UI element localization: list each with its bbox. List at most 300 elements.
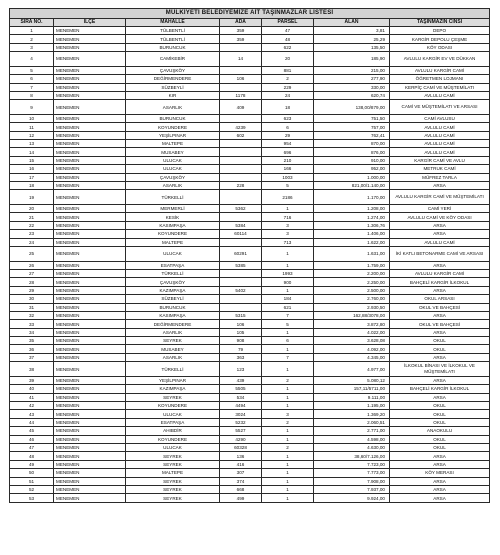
cell-sira-no: 34 bbox=[10, 328, 54, 336]
cell-alan: 2.771,00 bbox=[314, 427, 390, 435]
cell-alan: 9.924,00 bbox=[314, 494, 390, 502]
cell-tasinmaz-cinsi: ARSA bbox=[390, 376, 490, 384]
cell-mahalle: ESATPAŞA bbox=[126, 418, 220, 426]
table-row bbox=[10, 362, 490, 377]
cell-ada: 602 bbox=[220, 131, 262, 139]
cell-ada: 123 bbox=[220, 362, 262, 377]
cell-parsel: 7 bbox=[262, 311, 314, 319]
cell-ada: 668 bbox=[220, 485, 262, 493]
cell-alan: 1.000,00 bbox=[314, 173, 390, 181]
cell-tasinmaz-cinsi: AVLULU KARGİR EV VE DÜKKAN bbox=[390, 52, 490, 67]
table-row bbox=[10, 190, 490, 205]
cell-parsel: 47 bbox=[262, 27, 314, 35]
cell-tasinmaz-cinsi: AVLULU CAMİ bbox=[390, 123, 490, 131]
cell-ada: 4239 bbox=[220, 123, 262, 131]
table-row bbox=[10, 295, 490, 303]
table-row bbox=[10, 278, 490, 286]
cell-parsel: 1 bbox=[262, 393, 314, 401]
cell-parsel: 1 bbox=[262, 402, 314, 410]
cell-sira-no: 24 bbox=[10, 238, 54, 246]
cell-tasinmaz-cinsi: OKUL bbox=[390, 337, 490, 345]
cell-sira-no: 14 bbox=[10, 148, 54, 156]
cell-alan: 138,00/879,00 bbox=[314, 100, 390, 115]
cell-mahalle: AHIBDİR bbox=[126, 427, 220, 435]
table-row bbox=[10, 27, 490, 35]
cell-ilce: MENEMEN bbox=[54, 246, 126, 261]
cell-parsel: 2186 bbox=[262, 190, 314, 205]
cell-ilce: MENEMEN bbox=[54, 238, 126, 246]
cell-ilce: MENEMEN bbox=[54, 190, 126, 205]
cell-alan: 2.060,51 bbox=[314, 418, 390, 426]
cell-mahalle: SÜZBEYLİ bbox=[126, 83, 220, 91]
cell-sira-no: 38 bbox=[10, 362, 54, 377]
table-title: MÜLKİYETİ BELEDİYEMİZE AİT TAŞINMAZLAR LİSTESİ bbox=[10, 9, 490, 19]
cell-ilce: MENEMEN bbox=[54, 123, 126, 131]
cell-mahalle: CAMİKEBİR bbox=[126, 52, 220, 67]
cell-tasinmaz-cinsi: ANAOKULU bbox=[390, 427, 490, 435]
cell-mahalle: KASIMPAŞA bbox=[126, 221, 220, 229]
cell-mahalle: ULUCAK bbox=[126, 165, 220, 173]
cell-mahalle: ULUCAK bbox=[126, 410, 220, 418]
cell-parsel: 696 bbox=[262, 148, 314, 156]
cell-tasinmaz-cinsi: BAHÇELİ KARGİR İLKOKUL bbox=[390, 278, 490, 286]
cell-parsel: 1 bbox=[262, 452, 314, 460]
cell-ilce: MENEMEN bbox=[54, 410, 126, 418]
cell-tasinmaz-cinsi: AVLULU KARGİR CAMİ bbox=[390, 269, 490, 277]
cell-alan: 870,00 bbox=[314, 140, 390, 148]
cell-ada bbox=[220, 213, 262, 221]
cell-sira-no: 31 bbox=[10, 303, 54, 311]
cell-parsel: 1 bbox=[262, 494, 314, 502]
cell-sira-no: 21 bbox=[10, 213, 54, 221]
cell-alan: 215,00 bbox=[314, 66, 390, 74]
cell-mahalle: MUSABEY bbox=[126, 148, 220, 156]
cell-tasinmaz-cinsi: ARSA bbox=[390, 393, 490, 401]
cell-mahalle: ASARLIK bbox=[126, 182, 220, 190]
cell-ilce: MENEMEN bbox=[54, 278, 126, 286]
cell-ilce: MENEMEN bbox=[54, 376, 126, 384]
cell-tasinmaz-cinsi: ARSA bbox=[390, 460, 490, 468]
cell-ilce: MENEMEN bbox=[54, 435, 126, 443]
cell-sira-no: 28 bbox=[10, 278, 54, 286]
cell-parsel: 2 bbox=[262, 75, 314, 83]
table-row bbox=[10, 353, 490, 361]
cell-parsel: 954 bbox=[262, 140, 314, 148]
cell-ada: 136 bbox=[220, 452, 262, 460]
cell-sira-no: 18 bbox=[10, 182, 54, 190]
cell-ilce: MENEMEN bbox=[54, 52, 126, 67]
cell-alan: 9.111,00 bbox=[314, 393, 390, 401]
cell-ada: 307 bbox=[220, 469, 262, 477]
table-row bbox=[10, 148, 490, 156]
cell-alan: 2.200,00 bbox=[314, 269, 390, 277]
table-row bbox=[10, 75, 490, 83]
cell-tasinmaz-cinsi: ARSA bbox=[390, 182, 490, 190]
cell-parsel: 1 bbox=[262, 328, 314, 336]
cell-tasinmaz-cinsi: KARGİR CAMİ VE AVLU bbox=[390, 156, 490, 164]
cell-ada: 106 bbox=[220, 320, 262, 328]
table-row bbox=[10, 83, 490, 91]
table-row bbox=[10, 205, 490, 213]
cell-tasinmaz-cinsi: ARSA bbox=[390, 311, 490, 319]
cell-alan: 1.195,00 bbox=[314, 402, 390, 410]
cell-mahalle: ÇAVUŞKÖY bbox=[126, 66, 220, 74]
cell-tasinmaz-cinsi: METRUK CAMİ bbox=[390, 165, 490, 173]
cell-tasinmaz-cinsi: KERPİÇ CAMİ VE MÜŞTEMİLATI bbox=[390, 83, 490, 91]
cell-ada bbox=[220, 173, 262, 181]
table-row bbox=[10, 230, 490, 238]
cell-tasinmaz-cinsi: ARSA bbox=[390, 328, 490, 336]
cell-ilce: MENEMEN bbox=[54, 353, 126, 361]
cell-sira-no: 16 bbox=[10, 165, 54, 173]
header-ilce: İLÇE bbox=[54, 19, 126, 27]
cell-sira-no: 4 bbox=[10, 52, 54, 67]
cell-mahalle: YEŞİLPINAR bbox=[126, 376, 220, 384]
cell-parsel: 622 bbox=[262, 43, 314, 51]
cell-tasinmaz-cinsi: CAMİ AVLUSU bbox=[390, 114, 490, 122]
cell-alan: 162,88/3078,00 bbox=[314, 311, 390, 319]
cell-sira-no: 43 bbox=[10, 410, 54, 418]
cell-sira-no: 36 bbox=[10, 345, 54, 353]
cell-mahalle: BURUNCUK bbox=[126, 43, 220, 51]
cell-sira-no: 8 bbox=[10, 91, 54, 99]
cell-ilce: MENEMEN bbox=[54, 477, 126, 485]
cell-ilce: MENEMEN bbox=[54, 320, 126, 328]
cell-ilce: MENEMEN bbox=[54, 286, 126, 294]
cell-alan: 7.773,00 bbox=[314, 469, 390, 477]
cell-tasinmaz-cinsi: İLKOKUL BİNASI VE İLKOKUL VE MÜŞTEMİLATI bbox=[390, 362, 490, 377]
cell-sira-no: 44 bbox=[10, 418, 54, 426]
cell-sira-no: 3 bbox=[10, 43, 54, 51]
cell-mahalle: KOYUNDERE bbox=[126, 435, 220, 443]
cell-parsel: 1993 bbox=[262, 269, 314, 277]
cell-tasinmaz-cinsi: OKUL bbox=[390, 402, 490, 410]
table-row bbox=[10, 460, 490, 468]
cell-alan: 5.080,12 bbox=[314, 376, 390, 384]
cell-tasinmaz-cinsi: OKUL bbox=[390, 435, 490, 443]
cell-parsel: 1 bbox=[262, 345, 314, 353]
table-row bbox=[10, 311, 490, 319]
cell-ada: 105 bbox=[220, 328, 262, 336]
table-row bbox=[10, 238, 490, 246]
cell-alan: 1.369,20 bbox=[314, 410, 390, 418]
cell-alan: 4.598,00 bbox=[314, 435, 390, 443]
cell-alan: 757,00 bbox=[314, 123, 390, 131]
cell-sira-no: 49 bbox=[10, 460, 54, 468]
header-row bbox=[10, 19, 490, 27]
table-row bbox=[10, 427, 490, 435]
cell-mahalle: MALTEPE bbox=[126, 469, 220, 477]
cell-sira-no: 5 bbox=[10, 66, 54, 74]
cell-tasinmaz-cinsi: KÖY MERASI bbox=[390, 469, 490, 477]
cell-parsel: 1003 bbox=[262, 173, 314, 181]
cell-sira-no: 17 bbox=[10, 173, 54, 181]
cell-tasinmaz-cinsi: ARSA bbox=[390, 494, 490, 502]
cell-ilce: MENEMEN bbox=[54, 131, 126, 139]
cell-sira-no: 35 bbox=[10, 337, 54, 345]
cell-ilce: MENEMEN bbox=[54, 100, 126, 115]
cell-tasinmaz-cinsi: MÜFREZ TARLA bbox=[390, 173, 490, 181]
cell-alan: 1.759,00 bbox=[314, 261, 390, 269]
cell-sira-no: 20 bbox=[10, 205, 54, 213]
cell-ilce: MENEMEN bbox=[54, 303, 126, 311]
cell-parsel: 713 bbox=[262, 238, 314, 246]
cell-alan: 1.631,00 bbox=[314, 246, 390, 261]
cell-sira-no: 32 bbox=[10, 311, 54, 319]
table-row bbox=[10, 443, 490, 451]
cell-ada: 409 bbox=[220, 100, 262, 115]
cell-parsel: 1 bbox=[262, 477, 314, 485]
cell-sira-no: 29 bbox=[10, 286, 54, 294]
cell-alan: 910,00 bbox=[314, 156, 390, 164]
cell-sira-no: 50 bbox=[10, 469, 54, 477]
cell-parsel: 1 bbox=[262, 205, 314, 213]
cell-ada bbox=[220, 66, 262, 74]
cell-sira-no: 13 bbox=[10, 140, 54, 148]
cell-ilce: MENEMEN bbox=[54, 362, 126, 377]
table-row bbox=[10, 66, 490, 74]
cell-sira-no: 22 bbox=[10, 221, 54, 229]
cell-ada: 5505 bbox=[220, 385, 262, 393]
table-row bbox=[10, 393, 490, 401]
cell-sira-no: 12 bbox=[10, 131, 54, 139]
cell-alan: 1.274,00 bbox=[314, 213, 390, 221]
cell-alan: 4.345,00 bbox=[314, 353, 390, 361]
cell-alan: 876,00 bbox=[314, 148, 390, 156]
cell-mahalle: DEĞİRMENDERE bbox=[126, 75, 220, 83]
cell-alan: 25,29 bbox=[314, 35, 390, 43]
cell-ilce: MENEMEN bbox=[54, 213, 126, 221]
cell-tasinmaz-cinsi: ÖĞRETMEN LOJMANI bbox=[390, 75, 490, 83]
cell-ada bbox=[220, 278, 262, 286]
cell-ada: 4494 bbox=[220, 402, 262, 410]
cell-sira-no: 7 bbox=[10, 83, 54, 91]
cell-ilce: MENEMEN bbox=[54, 269, 126, 277]
cell-ada: 5362 bbox=[220, 205, 262, 213]
property-table bbox=[9, 8, 490, 503]
cell-ilce: MENEMEN bbox=[54, 418, 126, 426]
cell-sira-no: 27 bbox=[10, 269, 54, 277]
cell-mahalle: ÇAVUŞKÖY bbox=[126, 278, 220, 286]
cell-parsel: 1 bbox=[262, 261, 314, 269]
cell-ilce: MENEMEN bbox=[54, 91, 126, 99]
table-body bbox=[10, 27, 490, 503]
cell-ada bbox=[220, 140, 262, 148]
table-row bbox=[10, 261, 490, 269]
cell-sira-no: 26 bbox=[10, 261, 54, 269]
cell-tasinmaz-cinsi: OKUL bbox=[390, 443, 490, 451]
table-row bbox=[10, 213, 490, 221]
cell-tasinmaz-cinsi: CAMİ YERİ bbox=[390, 205, 490, 213]
cell-alan: 751,50 bbox=[314, 114, 390, 122]
cell-tasinmaz-cinsi: DEPO bbox=[390, 27, 490, 35]
cell-parsel: 18 bbox=[262, 100, 314, 115]
cell-ada: 60328 bbox=[220, 443, 262, 451]
cell-sira-no: 9 bbox=[10, 100, 54, 115]
cell-mahalle: ASARLIK bbox=[126, 100, 220, 115]
cell-ilce: MENEMEN bbox=[54, 35, 126, 43]
cell-ada: 534 bbox=[220, 393, 262, 401]
cell-ada: 60291 bbox=[220, 246, 262, 261]
table-row bbox=[10, 477, 490, 485]
cell-mahalle: KOYUNDERE bbox=[126, 402, 220, 410]
cell-ada: 5385 bbox=[220, 261, 262, 269]
cell-tasinmaz-cinsi: OKUL VE BAHÇESİ bbox=[390, 320, 490, 328]
cell-ilce: MENEMEN bbox=[54, 205, 126, 213]
cell-mahalle: MUSABEY bbox=[126, 345, 220, 353]
table-row bbox=[10, 182, 490, 190]
cell-parsel: 5 bbox=[262, 182, 314, 190]
cell-parsel: 184 bbox=[262, 295, 314, 303]
table-row bbox=[10, 337, 490, 345]
cell-mahalle: MERMERLİ bbox=[126, 205, 220, 213]
table-row bbox=[10, 485, 490, 493]
table-row bbox=[10, 165, 490, 173]
cell-ada bbox=[220, 43, 262, 51]
cell-ada: 5315 bbox=[220, 311, 262, 319]
cell-tasinmaz-cinsi: AVLULU CAMİ bbox=[390, 131, 490, 139]
cell-mahalle: SEYREK bbox=[126, 460, 220, 468]
cell-alan: 821,00/1.140,00 bbox=[314, 182, 390, 190]
cell-alan: 2.930,50 bbox=[314, 303, 390, 311]
table-row bbox=[10, 140, 490, 148]
cell-tasinmaz-cinsi: KARGİR DEPOLU ÇEŞME bbox=[390, 35, 490, 43]
table-row bbox=[10, 320, 490, 328]
cell-parsel: 3 bbox=[262, 230, 314, 238]
table-row bbox=[10, 435, 490, 443]
cell-tasinmaz-cinsi: ARSA bbox=[390, 452, 490, 460]
cell-ada: 363 bbox=[220, 353, 262, 361]
cell-mahalle: ULUCAK bbox=[126, 156, 220, 164]
cell-alan: 4.630,00 bbox=[314, 443, 390, 451]
cell-mahalle: KOYUNDERE bbox=[126, 123, 220, 131]
table-row bbox=[10, 418, 490, 426]
table-row bbox=[10, 35, 490, 43]
cell-ilce: MENEMEN bbox=[54, 173, 126, 181]
table-row bbox=[10, 452, 490, 460]
cell-ilce: MENEMEN bbox=[54, 27, 126, 35]
cell-alan: 1.208,00 bbox=[314, 205, 390, 213]
cell-ilce: MENEMEN bbox=[54, 311, 126, 319]
cell-tasinmaz-cinsi: ARSA bbox=[390, 286, 490, 294]
property-list-sheet bbox=[9, 8, 489, 503]
cell-alan: 7.723,00 bbox=[314, 460, 390, 468]
cell-tasinmaz-cinsi: OKUL VE BAHÇESİ bbox=[390, 303, 490, 311]
cell-mahalle: BURUNCUK bbox=[126, 114, 220, 122]
cell-sira-no: 25 bbox=[10, 246, 54, 261]
cell-alan: 2.500,00 bbox=[314, 286, 390, 294]
cell-sira-no: 39 bbox=[10, 376, 54, 384]
cell-sira-no: 42 bbox=[10, 402, 54, 410]
table-row bbox=[10, 123, 490, 131]
cell-mahalle: SEYREK bbox=[126, 337, 220, 345]
cell-tasinmaz-cinsi: ARSA bbox=[390, 477, 490, 485]
cell-alan: 157,11/5711,00 bbox=[314, 385, 390, 393]
cell-parsel: 29 bbox=[262, 131, 314, 139]
cell-parsel: 1 bbox=[262, 385, 314, 393]
cell-parsel: 2 bbox=[262, 418, 314, 426]
cell-ada bbox=[220, 165, 262, 173]
cell-parsel: 229 bbox=[262, 83, 314, 91]
cell-alan: 3,81 bbox=[314, 27, 390, 35]
cell-mahalle: TÜRKELLİ bbox=[126, 362, 220, 377]
cell-ada: 4290 bbox=[220, 435, 262, 443]
cell-mahalle: SEYREK bbox=[126, 452, 220, 460]
cell-mahalle: ESATPAŞA bbox=[126, 261, 220, 269]
table-row bbox=[10, 286, 490, 294]
cell-sira-no: 51 bbox=[10, 477, 54, 485]
cell-mahalle: KESİK bbox=[126, 213, 220, 221]
cell-ilce: MENEMEN bbox=[54, 427, 126, 435]
cell-mahalle: TÜRKELLİ bbox=[126, 269, 220, 277]
cell-ilce: MENEMEN bbox=[54, 66, 126, 74]
cell-ada: 359 bbox=[220, 27, 262, 35]
cell-tasinmaz-cinsi: BAHÇELİ KARGİR İLKOKUL bbox=[390, 385, 490, 393]
cell-sira-no: 53 bbox=[10, 494, 54, 502]
cell-parsel: 1 bbox=[262, 246, 314, 261]
cell-ilce: MENEMEN bbox=[54, 230, 126, 238]
cell-alan: 2.250,00 bbox=[314, 278, 390, 286]
table-row bbox=[10, 43, 490, 51]
cell-ilce: MENEMEN bbox=[54, 156, 126, 164]
cell-tasinmaz-cinsi: ARSA bbox=[390, 261, 490, 269]
cell-ada bbox=[220, 295, 262, 303]
cell-alan: 4.022,00 bbox=[314, 328, 390, 336]
cell-parsel: 1 bbox=[262, 435, 314, 443]
cell-mahalle: MALTEPE bbox=[126, 140, 220, 148]
cell-tasinmaz-cinsi: AVLULU KARGİR CAMİ VE MÜŞTEMİLATI bbox=[390, 190, 490, 205]
table-row bbox=[10, 173, 490, 181]
cell-tasinmaz-cinsi: OKUL bbox=[390, 345, 490, 353]
table-row bbox=[10, 114, 490, 122]
cell-sira-no: 19 bbox=[10, 190, 54, 205]
cell-ada bbox=[220, 238, 262, 246]
cell-parsel: 210 bbox=[262, 156, 314, 164]
table-row bbox=[10, 345, 490, 353]
cell-ada: 908 bbox=[220, 337, 262, 345]
cell-ilce: MENEMEN bbox=[54, 182, 126, 190]
cell-parsel: 1 bbox=[262, 469, 314, 477]
cell-ada: 228 bbox=[220, 182, 262, 190]
cell-ilce: MENEMEN bbox=[54, 221, 126, 229]
cell-mahalle: ASARLIK bbox=[126, 328, 220, 336]
cell-tasinmaz-cinsi: CAMİ VE MÜŞTEMİLATI VE ARSASI bbox=[390, 100, 490, 115]
cell-ada: 79 bbox=[220, 345, 262, 353]
cell-parsel: 623 bbox=[262, 114, 314, 122]
cell-tasinmaz-cinsi: AVLULU CAMİ bbox=[390, 148, 490, 156]
cell-ada bbox=[220, 83, 262, 91]
header-alan: ALAN bbox=[314, 19, 390, 27]
cell-sira-no: 10 bbox=[10, 114, 54, 122]
cell-ada: 374 bbox=[220, 477, 262, 485]
cell-alan: 38,60/7.126,00 bbox=[314, 452, 390, 460]
cell-parsel: 881 bbox=[262, 66, 314, 74]
cell-ada: 3024 bbox=[220, 410, 262, 418]
cell-ada bbox=[220, 156, 262, 164]
cell-ada: 5232 bbox=[220, 418, 262, 426]
cell-sira-no: 33 bbox=[10, 320, 54, 328]
cell-ada: 439 bbox=[220, 376, 262, 384]
cell-alan: 620,74 bbox=[314, 91, 390, 99]
cell-sira-no: 47 bbox=[10, 443, 54, 451]
cell-ilce: MENEMEN bbox=[54, 114, 126, 122]
cell-mahalle: TÜLBENTLİ bbox=[126, 35, 220, 43]
cell-mahalle: SEYREK bbox=[126, 485, 220, 493]
cell-alan: 4.977,00 bbox=[314, 362, 390, 377]
cell-parsel: 5 bbox=[262, 320, 314, 328]
cell-parsel: 20 bbox=[262, 52, 314, 67]
cell-ada: 1178 bbox=[220, 91, 262, 99]
